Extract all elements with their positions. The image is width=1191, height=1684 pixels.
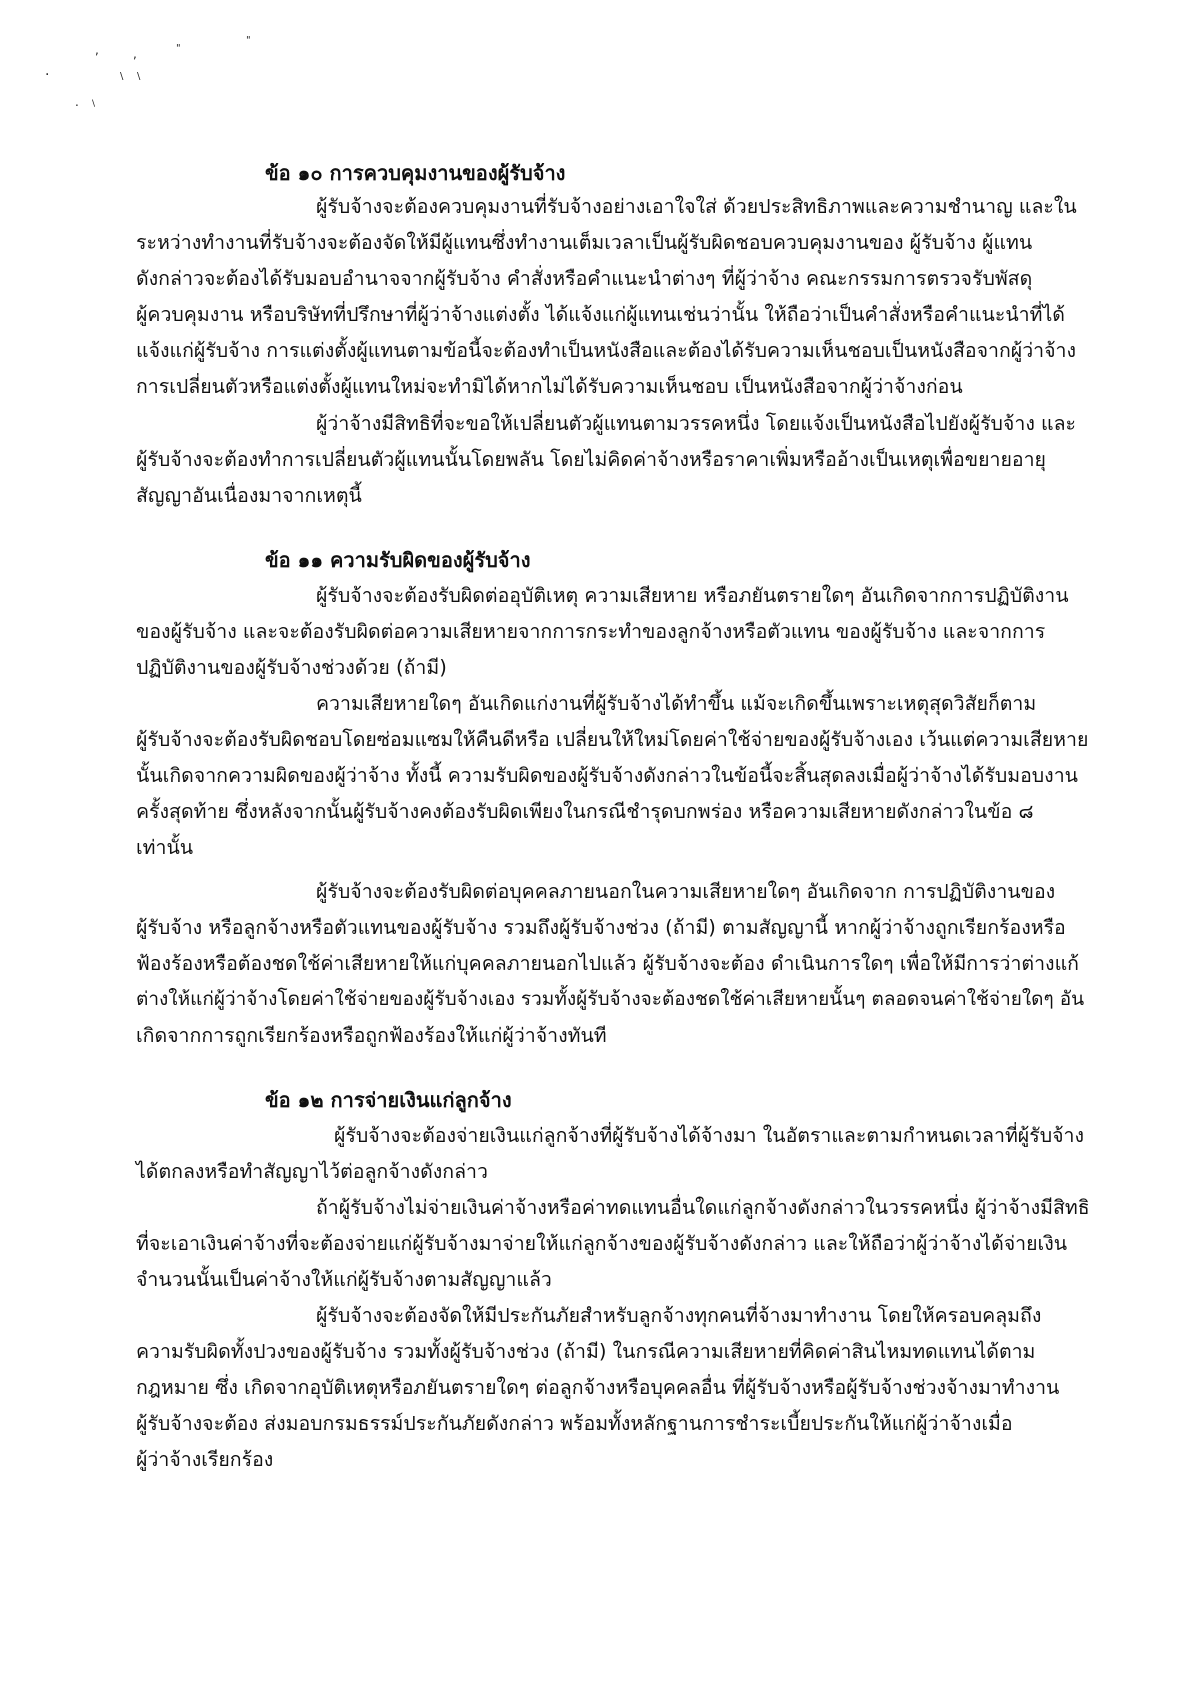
text-line: ผู้รับจ้างจะต้องทำการเปลี่ยนตัวผู้แทนนั้นโดยพลัน โดยไม่คิดค่าจ้างหรือราคาเพิ่มหรืออ้างเป็นเหตุเพื่อขยายอายุ (136, 448, 1046, 471)
text-line: ผู้รับจ้างจะต้องควบคุมงานที่รับจ้างอย่างเอาใจใส่ ด้วยประสิทธิภาพและความชำนาญ และใน (316, 195, 1077, 218)
section-heading: ข้อ ๑๐ การควบคุมงานของผู้รับจ้าง (265, 161, 566, 185)
text-line: ผู้ว่าจ้างเรียกร้อง (136, 1448, 274, 1471)
text-line: ผู้ควบคุมงาน หรือบริษัทที่ปรึกษาที่ผู้ว่าจ้างแต่งตั้ง ได้แจ้งแก่ผู้แทนเช่นว่านั้น ให้ถือว่าเป็นคำสั่งหรือคำแนะนำที่ได้ (136, 303, 1065, 326)
text-line: ถ้าผู้รับจ้างไม่จ่ายเงินค่าจ้างหรือค่าทดแทนอื่นใดแก่ลูกจ้างดังกล่าวในวรรคหนึ่ง ผู้ว่าจ้างมีสิทธิ (316, 1196, 1090, 1219)
text-line: ดังกล่าวจะต้องได้รับมอบอำนาจจากผู้รับจ้าง คำสั่งหรือคำแนะนำต่างๆ ที่ผู้ว่าจ้าง คณะกรรมการตรวจรับพัสดุ (136, 267, 1033, 290)
text-line: ผู้รับจ้างจะต้องรับผิดต่อบุคคลภายนอกในความเสียหายใดๆ อันเกิดจาก การปฏิบัติงานของ (316, 880, 1056, 903)
text-line: ได้ตกลงหรือทำสัญญาไว้ต่อลูกจ้างดังกล่าว (136, 1160, 488, 1183)
text-line: ระหว่างทำงานที่รับจ้างจะต้องจัดให้มีผู้แทนซึ่งทำงานเต็มเวลาเป็นผู้รับผิดชอบควบคุมงานของ ผู้รับจ้าง ผู้แทน (136, 231, 1033, 254)
text-line: ผู้รับจ้างจะต้องจัดให้มีประกันภัยสำหรับลูกจ้างทุกคนที่จ้างมาทำงาน โดยให้ครอบคลุมถึง (316, 1304, 1042, 1327)
text-line: แจ้งแก่ผู้รับจ้าง การแต่งตั้งผู้แทนตามข้อนี้จะต้องทำเป็นหนังสือและต้องได้รับความเห็นชอบเป็นหนังสือจากผู้ว่าจ้าง (136, 339, 1077, 362)
scan-speck: . (75, 95, 79, 109)
scan-speck: \ (92, 99, 96, 109)
text-line: การเปลี่ยนตัวหรือแต่งตั้งผู้แทนใหม่จะทำมิได้หากไม่ได้รับความเห็นชอบ เป็นหนังสือจากผู้ว่าจ้างก่อน (136, 375, 963, 398)
text-line: ที่จะเอาเงินค่าจ้างที่จะต้องจ่ายแก่ผู้รับจ้างมาจ่ายให้แก่ลูกจ้างของผู้รับจ้างดังกล่าว และให้ถือว่าผู้ว่าจ้างได้จ่ายเงิน (136, 1232, 1068, 1255)
scan-speck: , (95, 43, 99, 57)
text-line: ผู้รับจ้างจะต้องรับผิดต่ออุบัติเหตุ ความเสียหาย หรือภยันตรายใดๆ อันเกิดจากการปฏิบัติงาน (316, 584, 1069, 607)
text-line: ครั้งสุดท้าย ซึ่งหลังจากนั้นผู้รับจ้างคงต้องรับผิดเพียงในกรณีชำรุดบกพร่อง หรือความเสียหายดังกล่าวในข้อ ๘ (136, 800, 1034, 823)
text-line: ความรับผิดทั้งปวงของผู้รับจ้าง รวมทั้งผู้รับจ้างช่วง (ถ้ามี) ในกรณีความเสียหายที่คิดค่าสินไหมทดแทนได้ตาม (136, 1340, 1036, 1363)
text-line: ผู้ว่าจ้างมีสิทธิที่จะขอให้เปลี่ยนตัวผู้แทนตามวรรคหนึ่ง โดยแจ้งเป็นหนังสือไปยังผู้รับจ้าง และ (316, 412, 1077, 435)
section-heading: ข้อ ๑๑ ความรับผิดของผู้รับจ้าง (265, 548, 531, 572)
text-line: ผู้รับจ้างจะต้อง ส่งมอบกรมธรรม์ประกันภัยดังกล่าว พร้อมทั้งหลักฐานการชำระเบี้ยประกันให้แก่ผู้ว่าจ้างเมื่อ (136, 1412, 1013, 1435)
scan-speck: \ (137, 71, 141, 82)
text-line: นั้นเกิดจากความผิดของผู้ว่าจ้าง ทั้งนี้ ความรับผิดของผู้รับจ้างดังกล่าวในข้อนี้จะสิ้นสุดลงเมื่อผู้ว่าจ้างได้รับมอบงาน (136, 764, 1078, 787)
text-line: ผู้รับจ้างจะต้องรับผิดชอบโดยซ่อมแซมให้คืนดีหรือ เปลี่ยนให้ใหม่โดยค่าใช้จ่ายของผู้รับจ้างเอง เว้นแต่ความเสียหาย (136, 728, 1089, 751)
scan-speck: \ (120, 71, 124, 82)
text-line: ของผู้รับจ้าง และจะต้องรับผิดต่อความเสียหายจากการกระทำของลูกจ้างหรือตัวแทน ของผู้รับจ้าง และจากการ (136, 620, 1046, 643)
scan-speck: " (246, 35, 251, 46)
text-line: ฟ้องร้องหรือต้องชดใช้ค่าเสียหายให้แก่บุคคลภายนอกไปแล้ว ผู้รับจ้างจะต้อง ดำเนินการใดๆ เพื่อให้มีการว่าต่างแก้ (136, 952, 1079, 975)
scan-speck: " (176, 43, 181, 54)
text-line: ความเสียหายใดๆ อันเกิดแก่งานที่ผู้รับจ้างได้ทำขึ้น แม้จะเกิดขึ้นเพราะเหตุสุดวิสัยก็ตาม (316, 692, 1037, 715)
text-line: สัญญาอันเนื่องมาจากเหตุนี้ (136, 484, 362, 507)
text-line: เกิดจากการถูกเรียกร้องหรือถูกฟ้องร้องให้แก่ผู้ว่าจ้างทันที (136, 1024, 607, 1047)
text-line: กฎหมาย ซึ่ง เกิดจากอุบัติเหตุหรือภยันตรายใดๆ ต่อลูกจ้างหรือบุคคลอื่น ที่ผู้รับจ้างหรือผู้รับจ้างช่วงจ้างมาทำงาน (136, 1376, 1060, 1399)
text-line: เท่านั้น (136, 836, 194, 859)
text-line: ต่างให้แก่ผู้ว่าจ้างโดยค่าใช้จ่ายของผู้รับจ้างเอง รวมทั้งผู้รับจ้างจะต้องชดใช้ค่าเสียหายนั้นๆ ตลอดจนค่าใช้จ่ายใดๆ อัน (136, 988, 1085, 1010)
section-heading: ข้อ ๑๒ การจ่ายเงินแก่ลูกจ้าง (265, 1088, 512, 1112)
text-line: ปฏิบัติงานของผู้รับจ้างช่วงด้วย (ถ้ามี) (136, 656, 447, 679)
text-line: ผู้รับจ้าง หรือลูกจ้างหรือตัวแทนของผู้รับจ้าง รวมถึงผู้รับจ้างช่วง (ถ้ามี) ตามสัญญานี้ หากผู้ว่าจ้างถูกเรียกร้องหรือ (136, 916, 1066, 939)
scan-speck: , (133, 47, 137, 61)
text-line: ผู้รับจ้างจะต้องจ่ายเงินแก่ลูกจ้างที่ผู้รับจ้างได้จ้างมา ในอัตราและตามกำหนดเวลาที่ผู้รับจ้าง (334, 1124, 1084, 1147)
text-line: จำนวนนั้นเป็นค่าจ้างให้แก่ผู้รับจ้างตามสัญญาแล้ว (136, 1268, 552, 1291)
scan-speck: . (45, 63, 50, 79)
